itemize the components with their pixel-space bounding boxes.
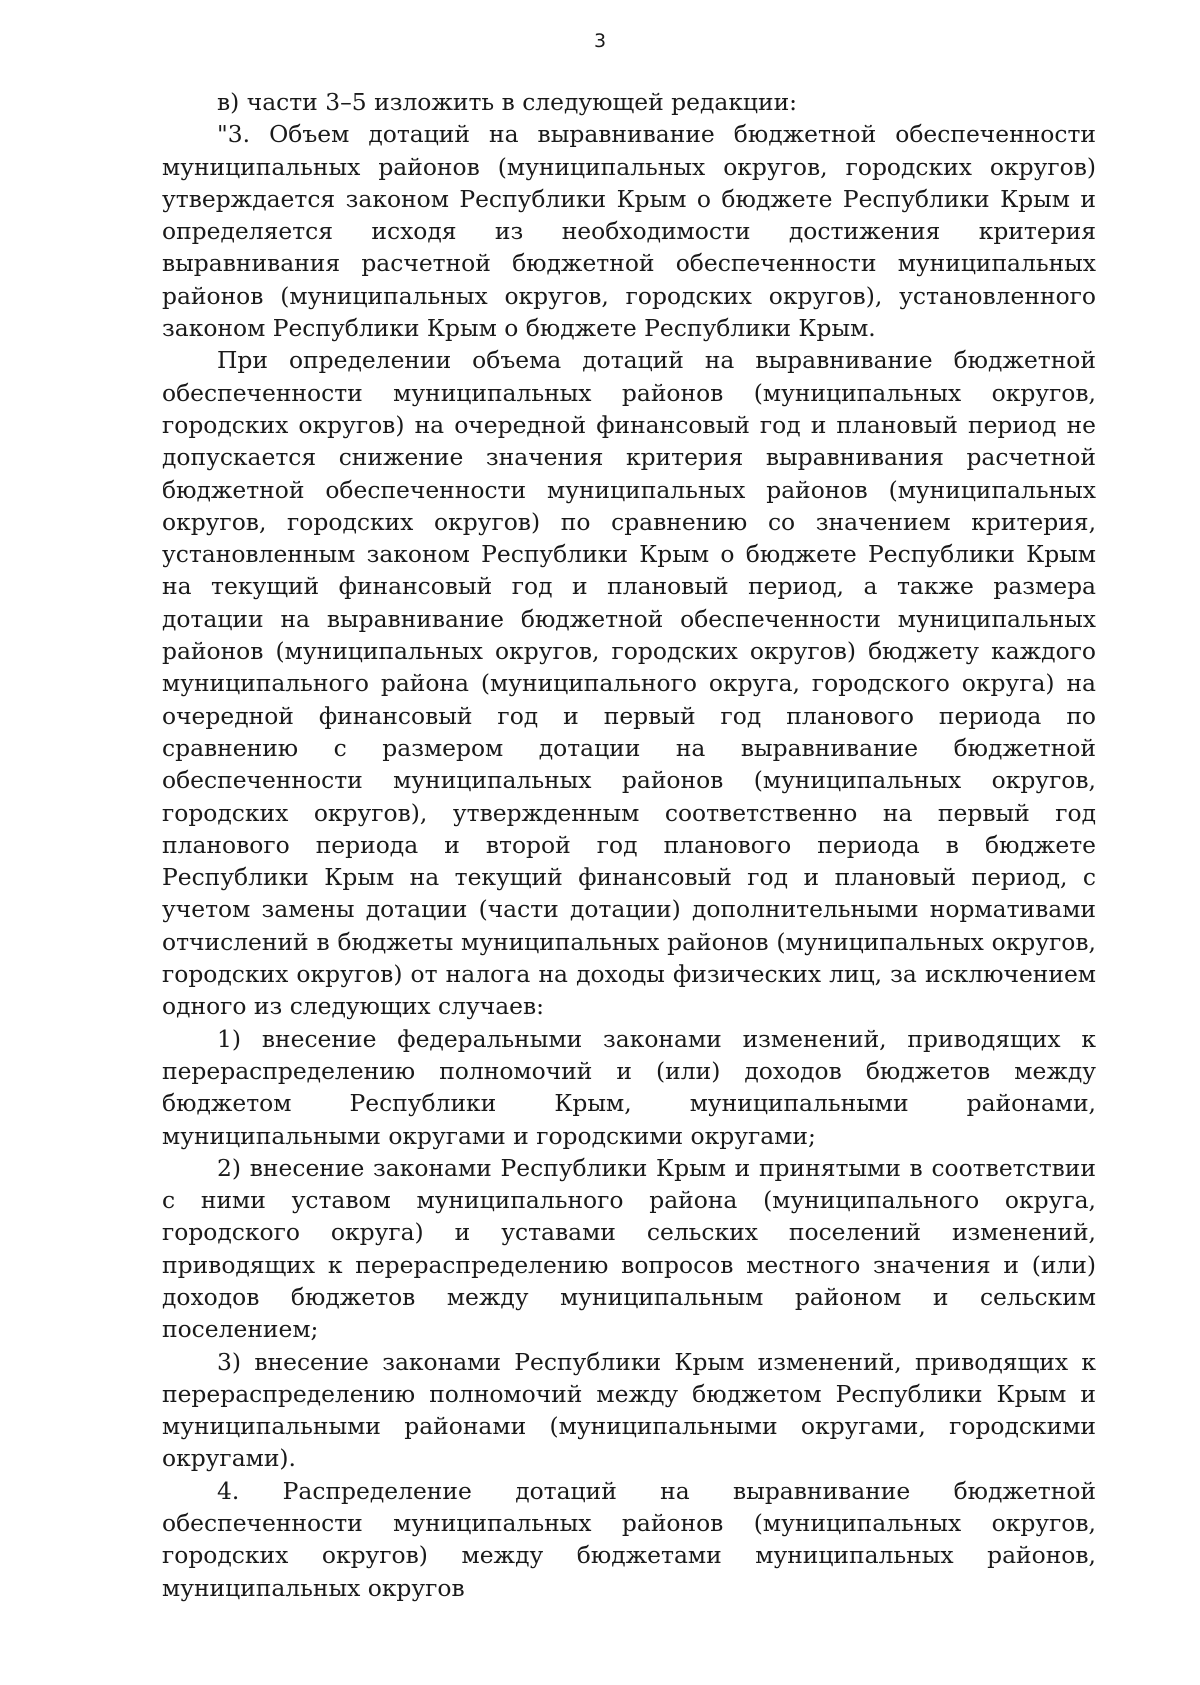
page-number: 3: [593, 30, 607, 52]
paragraph-case-3: 3) внесение законами Республики Крым изменений, приводящих к перераспределению полномочий между бюджетом Республики Крым и муниципальными районами (муниципальными округами, городскими округами).: [162, 1347, 1096, 1473]
paragraph-case-2: 2) внесение законами Республики Крым и принятыми в соответствии с ними уставом муниципального района (муниципального округа, городского округа) и уставами сельских поселений изменений, приводящих к перераспределению вопросов местного значения и (или) доходов бюджетов между муниципальным районом и сельским поселением;: [162, 1153, 1096, 1344]
document-body: [162, 86, 1096, 1604]
paragraph-part-4: 4. Распределение дотаций на выравнивание бюджетной обеспеченности муниципальных районов (муниципальных округов, городских округов) между бюджетами муниципальных районов, муниципальных округов: [162, 1476, 1096, 1602]
paragraph-part-3: "3. Объем дотаций на выравнивание бюджетной обеспеченности муниципальных районов (муниципальных округов, городских округов) утверждается законом Республики Крым о бюджете Республики Крым и определяется исходя из необходимости достижения критерия выравнивания расчетной бюджетной обеспеченности муниципальных районов (муниципальных округов, городских округов), установленного законом Республики Крым о бюджете Республики Крым.: [162, 120, 1096, 343]
paragraph-dotation-rules: При определении объема дотаций на выравнивание бюджетной обеспеченности муниципальных районов (муниципальных округов, городских округов) на очередной финансовый год и плановый период не допускается снижение значения критерия выравнивания расчетной бюджетной обеспеченности муниципальных районов (муниципальных округов, городских округов) по сравнению со значением критерия, установленным законом Республики Крым о бюджете Республики Крым на текущий финансовый год и плановый период, а также размера дотации на выравнивание бюджетной обеспеченности муниципальных районов (муниципальных округов, городских округов) бюджету каждого муниципального района (муниципального округа, городского округа) на очередной финансовый год и первый год планового периода по сравнению с размером дотации на выравнивание бюджетной обеспеченности муниципальных районов (муниципальных округов, городских округов), утвержденным соответственно на первый год планового периода и второй год планового периода в бюджете Республики Крым на текущий финансовый год и плановый период, с учетом замены дотации (части дотации) дополнительными нормативами отчислений в бюджеты муниципальных районов (муниципальных округов, городских округов) от налога на доходы физических лиц, за исключением одного из следующих случаев:: [162, 346, 1096, 1021]
paragraph-case-1: 1) внесение федеральными законами изменений, приводящих к перераспределению полномочий и (или) доходов бюджетов между бюджетом Республики Крым, муниципальными районами, муниципальными округами и городскими округами;: [162, 1024, 1096, 1150]
paragraph-intro: в) части 3–5 изложить в следующей редакции:: [217, 88, 798, 116]
